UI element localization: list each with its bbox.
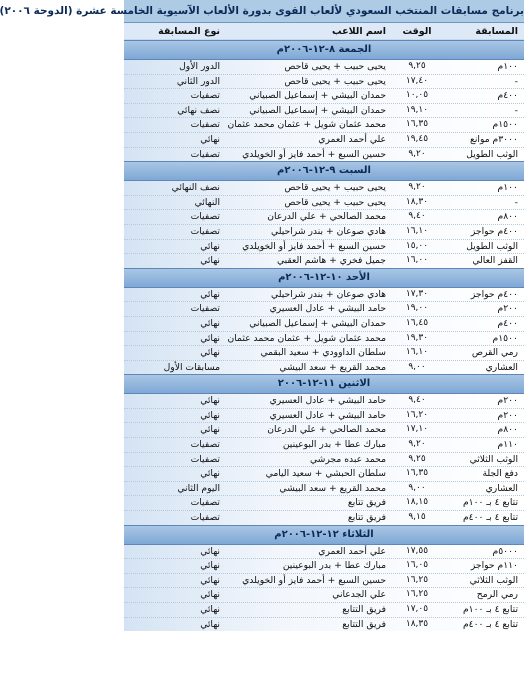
event-cell: ١٠٠م	[497, 61, 518, 72]
time-cell: ١٦,١٠	[405, 225, 429, 236]
type-cell: نهائي	[200, 133, 220, 145]
player-cell: فريق تتابع	[347, 497, 386, 509]
event-cell: -	[514, 104, 518, 116]
time-cell: ٩,٤٠	[408, 211, 426, 222]
day-section	[124, 161, 524, 268]
table-row	[124, 346, 524, 361]
table-row	[124, 181, 524, 196]
event-cell: ١١٠م	[497, 439, 518, 451]
table-row	[124, 496, 524, 511]
event-cell: العشاري	[485, 482, 518, 494]
table-row	[124, 394, 524, 409]
player-cell: محمد الصالحي + علي الدرعان	[267, 211, 386, 223]
table-row	[124, 75, 524, 90]
player-cell: محمد عبده مجرشي	[310, 453, 386, 465]
event-cell: ٨٠٠م	[497, 424, 518, 436]
table-row	[124, 574, 524, 589]
day-section	[124, 268, 524, 375]
event-cell: ١٥٠٠م	[492, 332, 518, 344]
type-cell: نهائي	[200, 317, 220, 329]
type-cell: الدور الثاني	[176, 75, 220, 87]
player-cell: حسين السبع + أحمد فايز أو الخويلدي	[242, 148, 386, 160]
table-row	[124, 254, 524, 268]
player-cell: هادي صوعان + بندر شراحيلي	[271, 288, 386, 300]
table-row	[124, 453, 524, 468]
table-row	[124, 482, 524, 497]
type-cell: نهائي	[200, 545, 220, 557]
event-cell: القفز العالي	[472, 255, 518, 267]
type-cell: نهائي	[200, 618, 220, 630]
table-row	[124, 423, 524, 438]
type-cell: النهائي	[194, 196, 220, 208]
schedule-table	[4, 0, 524, 681]
time-cell: ٩,٤٠	[408, 395, 426, 406]
event-cell: ٤٠٠م	[497, 317, 518, 329]
type-cell: نهائي	[200, 288, 220, 300]
type-cell: نصف نهائي	[177, 104, 220, 116]
type-cell: تصفيات	[190, 90, 220, 102]
time-cell: ١٦,٢٥	[405, 589, 429, 600]
player-cell: هادي صوعان + بندر شراحيلي	[271, 225, 386, 237]
player-cell: حمدان البيشي + إسماعيل الصبياني	[249, 317, 386, 329]
time-cell: ١٧,٥٥	[405, 545, 429, 556]
type-cell: تصفيات	[190, 211, 220, 223]
player-cell: حامد البيشي + عادل العسيري	[269, 395, 386, 407]
type-cell: تصفيات	[190, 439, 220, 451]
time-cell: ١٩,٤٥	[405, 133, 429, 144]
player-cell: محمد القريع + سعد البيشي	[279, 482, 386, 494]
player-cell: حمدان البيشي + إسماعيل الصبياني	[249, 104, 386, 116]
event-cell: ٣٠٠٠م موانع	[469, 133, 518, 145]
day-header: الأحد ١٠-١٢-٢٠٠٦م	[124, 268, 524, 288]
event-cell: ٤٠٠م حواجز	[470, 225, 518, 237]
time-cell: ١٨,٣٥	[405, 618, 429, 629]
type-cell: نهائي	[200, 604, 220, 615]
player-cell: حامد البيشي + عادل العسيري	[269, 303, 386, 315]
table-row	[124, 60, 524, 75]
time-cell: ١٦,٠٠	[405, 255, 429, 266]
time-cell: ٩,٠٠	[408, 482, 426, 493]
type-cell: مسابقات الأول	[163, 361, 220, 373]
time-cell: ١٧,٣٠	[405, 288, 429, 299]
time-cell: ١٨,٣٠	[405, 196, 429, 207]
type-cell: نصف النهائي	[171, 182, 220, 194]
day-section	[124, 374, 524, 524]
type-cell: تصفيات	[190, 148, 220, 160]
event-cell: ٢٠٠م	[497, 409, 518, 421]
time-cell: ١٦,٢٠	[405, 409, 429, 420]
table-row	[124, 89, 524, 104]
player-cell: فريق التتابع	[342, 618, 386, 630]
event-cell: رمي الرمح	[476, 589, 518, 601]
event-cell: ٥٠٠٠م	[492, 545, 518, 557]
table-row	[124, 409, 524, 424]
event-cell: ٤٠٠م	[497, 90, 518, 102]
day-header: الجمعة ٨-١٢-٢٠٠٦م	[124, 40, 524, 60]
event-cell: العشاري	[485, 361, 518, 373]
table-row	[124, 603, 524, 618]
time-cell: ١٩,٣٠	[405, 332, 429, 343]
table-row	[124, 545, 524, 560]
player-cell: سلطان الحبشي + سعيد اليامي	[265, 468, 386, 480]
event-cell: تتابع ٤ بـ ٤٠٠م	[462, 512, 518, 524]
type-cell: نهائي	[200, 255, 220, 267]
time-cell: ١٨,١٥	[405, 497, 429, 508]
event-cell: ٨٠٠م	[497, 211, 518, 223]
day-section	[124, 40, 524, 161]
time-cell: ٩,٢٠	[408, 182, 426, 193]
time-cell: ٩,٢٠	[408, 439, 426, 450]
event-cell: ١١٠م حواجز	[470, 560, 518, 572]
player-cell: محمد الصالحي + علي الدرعان	[267, 424, 386, 436]
event-cell: تتابع ٤ بـ ١٠٠م	[462, 604, 518, 615]
event-cell: الوثب الطويل	[466, 148, 518, 160]
table-row	[124, 104, 524, 119]
table-row	[124, 118, 524, 133]
time-cell: ١٦,٠٥	[405, 560, 429, 571]
type-cell: نهائي	[200, 240, 220, 252]
time-cell: ١٧,٤٠	[405, 75, 429, 86]
table-row	[124, 133, 524, 148]
player-cell: علي أحمد العمري	[318, 133, 386, 145]
type-cell: نهائي	[200, 589, 220, 601]
player-cell: علي أحمد العمري	[318, 545, 386, 557]
type-cell: الدور الأول	[179, 61, 220, 72]
player-cell: يحيى حبيب + يحيى قاحص	[284, 75, 386, 87]
time-cell: ٩,٢٠	[408, 148, 426, 159]
day-header: الاثنين ١١-١٢-٢٠٠٦	[124, 374, 524, 394]
day-rows	[124, 545, 524, 632]
type-cell: نهائي	[200, 560, 220, 572]
event-cell: الوثب الطويل	[466, 240, 518, 252]
type-cell: نهائي	[200, 332, 220, 344]
type-cell: اليوم الثاني	[177, 482, 220, 494]
event-cell: -	[514, 75, 518, 87]
player-cell: حسين السبع + أحمد فايز أو الخويلدي	[242, 574, 386, 586]
event-cell: الوثب الثلاثي	[469, 453, 518, 465]
type-cell: تصفيات	[190, 225, 220, 237]
table-row	[124, 467, 524, 482]
player-cell: محمد عثمان شويل + عثمان محمد عثمان	[227, 119, 386, 131]
player-cell: محمد القريع + سعد البيشي	[279, 361, 386, 373]
column-header-event: المسابقة	[475, 25, 518, 37]
event-cell: ١٠٠م	[497, 182, 518, 194]
table-row	[124, 559, 524, 574]
table-row	[124, 302, 524, 317]
table-row	[124, 196, 524, 211]
type-cell: تصفيات	[190, 119, 220, 131]
time-cell: ١٦,٣٥	[405, 468, 429, 479]
type-cell: تصفيات	[190, 303, 220, 315]
column-header-time: الوقت	[402, 25, 432, 37]
column-header-type: نوع المسابقة	[158, 25, 220, 37]
day-rows	[124, 394, 524, 524]
player-cell: يحيى حبيب + يحيى قاحص	[284, 196, 386, 208]
player-cell: جميل فخري + هاشم العقبي	[276, 255, 386, 267]
player-cell: يحيى حبيب + يحيى قاحص	[284, 182, 386, 194]
table-row	[124, 438, 524, 453]
type-cell: نهائي	[200, 395, 220, 407]
type-cell: نهائي	[200, 424, 220, 436]
event-cell: ٢٠٠م	[497, 303, 518, 315]
type-cell: تصفيات	[190, 512, 220, 524]
time-cell: ٩,٠٠	[408, 361, 426, 372]
table-row	[124, 288, 524, 303]
type-cell: تصفيات	[190, 453, 220, 465]
player-cell: حمدان البيشي + إسماعيل الصبياني	[249, 90, 386, 102]
time-cell: ١٦,٣٥	[405, 119, 429, 130]
column-header-row	[124, 23, 524, 40]
table-row	[124, 511, 524, 525]
event-cell: ٤٠٠م حواجز	[470, 288, 518, 300]
player-cell: فريق التتابع	[342, 604, 386, 615]
day-rows	[124, 288, 524, 375]
time-cell: ١٥,٠٠	[405, 240, 429, 251]
table-row	[124, 618, 524, 632]
time-cell: ٩,٢٥	[408, 61, 426, 71]
table-row	[124, 361, 524, 375]
time-cell: ٩,١٥	[408, 512, 426, 523]
time-cell: ١٩,١٠	[405, 104, 429, 115]
player-cell: يحيى حبيب + يحيى قاحص	[284, 61, 386, 72]
event-cell: تتابع ٤ بـ ٤٠٠م	[462, 618, 518, 630]
event-cell: -	[514, 196, 518, 208]
event-cell: تتابع ٤ بـ ١٠٠م	[462, 497, 518, 509]
table-row	[124, 240, 524, 255]
event-cell: ٢٠٠م	[497, 395, 518, 407]
time-cell: ١٧,١٠	[405, 424, 429, 435]
day-rows	[124, 181, 524, 268]
table-row	[124, 317, 524, 332]
type-cell: نهائي	[200, 574, 220, 586]
time-cell: ١٦,٤٥	[405, 317, 429, 328]
player-cell: علي الجدعاني	[332, 589, 386, 601]
table-row	[124, 588, 524, 603]
day-rows	[124, 60, 524, 161]
player-cell: مبارك عطا + بدر البوعينين	[282, 560, 386, 572]
day-header: السبت ٩-١٢-٢٠٠٦م	[124, 161, 524, 181]
time-cell: ١٩,٠٠	[405, 303, 429, 314]
event-cell: دفع الجلة	[482, 468, 518, 480]
table-row	[124, 148, 524, 162]
column-header-player: اسم اللاعب	[332, 25, 386, 37]
time-cell: ١٠,٠٥	[405, 90, 429, 101]
type-cell: نهائي	[200, 347, 220, 359]
event-cell: الوثب الثلاثي	[469, 574, 518, 586]
time-cell: ٩,٢٥	[408, 453, 426, 464]
day-header: الثلاثاء ١٢-١٢-٢٠٠٦م	[124, 525, 524, 545]
type-cell: نهائي	[200, 468, 220, 480]
table-title: برنامج مسابقات المنتخب السعودي لألعاب القوى بدورة الألعاب الآسيوية الخامسة عشرة (الدوحة ٢٠٠٦	[124, 0, 524, 23]
player-cell: محمد عثمان شويل + عثمان محمد عثمان	[227, 332, 386, 344]
table-row	[124, 332, 524, 347]
player-cell: مبارك عطا + بدر البوعينين	[282, 439, 386, 451]
time-cell: ١٦,١٠	[405, 347, 429, 358]
time-cell: ١٧,٠٥	[405, 604, 429, 614]
player-cell: فريق تتابع	[347, 512, 386, 524]
day-section	[124, 525, 524, 632]
type-cell: تصفيات	[190, 497, 220, 509]
event-cell: ١٥٠٠م	[492, 119, 518, 131]
table-row	[124, 210, 524, 225]
event-cell: رمي القرص	[471, 347, 518, 359]
player-cell: حامد البيشي + عادل العسيري	[269, 409, 386, 421]
player-cell: سلطان الداوودي + سعيد البقمي	[260, 347, 386, 359]
time-cell: ١٦,٢٥	[405, 574, 429, 585]
type-cell: نهائي	[200, 409, 220, 421]
table-row	[124, 225, 524, 240]
player-cell: حسين السبع + أحمد فايز أو الخويلدي	[242, 240, 386, 252]
days-container	[124, 40, 524, 631]
